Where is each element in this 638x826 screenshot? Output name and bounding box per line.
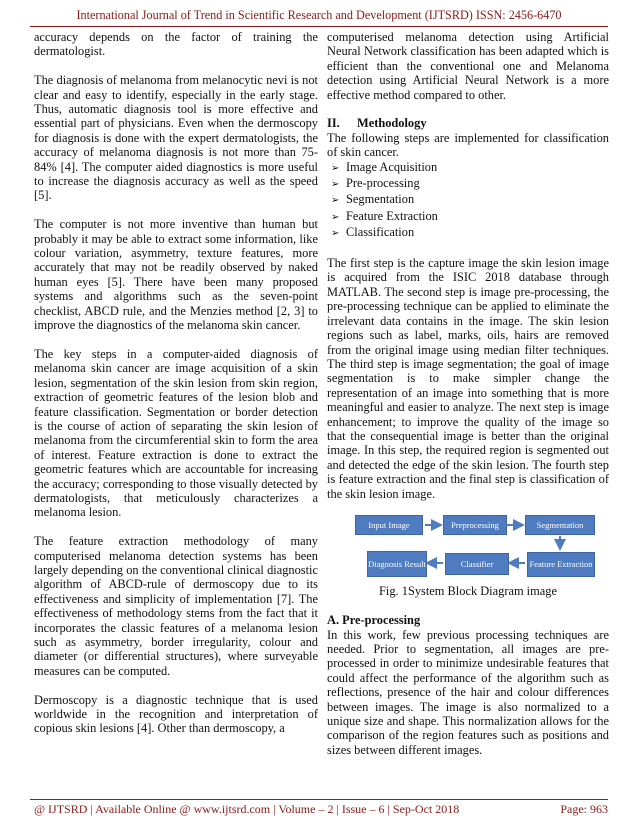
paragraph: The computer is not more inventive than human but probably it may be able to extract some information, like colour variation, asymmetry, texture features, more accurately that may not be readily observed by naked human eyes [5]. There have been many proposed systems and algorithms such as the seven-point checklist, ABCD rule, and the Menzies method [2, 3] to improve the diagnostics of the melanoma skin cancer. bbox=[34, 217, 318, 333]
box-feature-extraction: Feature Extraction bbox=[527, 552, 595, 577]
footer bbox=[34, 802, 608, 817]
footer-info: @ IJTSRD | Available Online @ www.ijtsrd.com | Volume – 2 | Issue – 6 | Sep-Oct 2018 bbox=[34, 802, 460, 816]
right-column bbox=[327, 30, 609, 772]
arrow-bullet-icon: ➢ bbox=[331, 162, 340, 174]
subsection-heading: A. Pre-processing bbox=[327, 613, 421, 628]
box-segmentation: Segmentation bbox=[525, 515, 595, 535]
section-title: Methodology bbox=[357, 116, 427, 131]
list-item: ➢ Feature Extraction bbox=[331, 209, 609, 225]
page-number: Page: 963 bbox=[560, 802, 608, 816]
box-diagnosis-result: Diagnosis Result bbox=[367, 551, 427, 577]
paragraph: In this work, few previous processing techniques are needed. Prior to segmentation, all images are pre-processed in order to minimize undesirable features that could affect the performance of the algorithm such as reflections, presence of the hair and colour differences between images. The image is also normalized to a unique size and shape. This normalization allows for the comparison of the region features such as positions and sizes between different images. bbox=[327, 627, 609, 757]
paragraph: computerised melanoma detection using Artificial Neural Network classification has been adapted which is efficient than the conventional one and Melanoma detection using Artificial Neural Network is a more effective method compared to other. bbox=[327, 30, 609, 102]
system-block-diagram bbox=[355, 515, 595, 581]
paragraph: The first step is the capture image the skin lesion image is acquired from the ISIC 2018 database through MATLAB. The second step is image pre-processing, the pre-processing technique can be applied to eliminate the irrelevant data contains in the image. The skin lesion regions such as label, marks, oils, hairs are removed from the original image using median filter techniques. The third step is image segmentation; the goal of image segmentation is to make simpler change the representation of an image into something that is more meaningful and easier to analyze. The next step is image enhancement; to improve the quality of the image so that the consequential image is better than the original image. In this step, the required region is segmented out and detected the edge of the skin lesion. The fourth step is feature extraction and the final step is classification of the skin lesion image. bbox=[327, 256, 609, 501]
box-input-image: Input Image bbox=[355, 515, 423, 535]
arrow-bullet-icon: ➢ bbox=[331, 179, 340, 191]
list-item: ➢ Segmentation bbox=[331, 192, 609, 208]
arrow-bullet-icon: ➢ bbox=[331, 211, 340, 223]
paragraph: The following steps are implemented for classification of skin cancer. bbox=[327, 130, 609, 160]
steps-list bbox=[327, 160, 609, 242]
left-column bbox=[34, 30, 318, 750]
list-item: ➢ Classification bbox=[331, 225, 609, 241]
footer-rule bbox=[30, 799, 608, 800]
arrow-bullet-icon: ➢ bbox=[331, 195, 340, 207]
section-number: II. bbox=[327, 116, 340, 131]
paragraph: The feature extraction methodology of many computerised melanoma detection systems has been largely depending on the conventional clinical diagnostic algorithm of ABCD-rule of dermoscopy due to its effectiveness and simplicity of implementation [7]. The effectiveness of methodology stems from the fact that it incorporates the classic features of a melanoma lesion such as asymmetry, border irregularity, colour and diameter (or differential structures), where surveyable measures can be computed. bbox=[34, 534, 318, 678]
journal-header: International Journal of Trend in Scientific Research and Development (IJTSRD) ISSN: 2456-6470 bbox=[76, 8, 562, 22]
list-item: ➢ Image Acquisition bbox=[331, 160, 609, 176]
box-classifier: Classifier bbox=[445, 553, 509, 575]
paragraph: Dermoscopy is a diagnostic technique that is used worldwide in the recognition and interpretation of copious skin lesions [4]. Other than dermoscopy, a bbox=[34, 692, 318, 736]
list-item: ➢ Pre-processing bbox=[331, 176, 609, 192]
box-preprocessing: Preprocessing bbox=[443, 515, 507, 535]
paragraph: The key steps in a computer-aided diagnosis of melanoma skin cancer are image acquisition of a skin lesion, segmentation of the skin lesion from skin region, extraction of geometric features of the lesion blob and feature classification. Segmentation or border detection is the course of action of separating the skin lesion of melanoma from the circumferential skin to form the area of interest. Feature extraction is done to extract the geometric features which are accountable for increasing the accuracy; corresponding to those visually detected by dermatologists, that meticulously characterizes a melanoma lesion. bbox=[34, 346, 318, 520]
paragraph: The diagnosis of melanoma from melanocytic nevi is not clear and easy to identify, especially in the early stage. Thus, automatic diagnosis tool is more effective and essential part of physicians. Even when the dermoscopy for diagnosis is done with the expert dermatologists, the accuracy of melanoma diagnosis is not more than 75-84% [4]. The computer aided diagnostics is more useful to increase the diagnosis accuracy as well as the speed [5]. bbox=[34, 73, 318, 203]
section-heading bbox=[327, 116, 609, 130]
arrow-bullet-icon: ➢ bbox=[331, 228, 340, 240]
header-rule bbox=[30, 26, 608, 27]
paragraph: accuracy depends on the factor of training the dermatologist. bbox=[34, 30, 318, 59]
figure-caption: Fig. 1System Block Diagram image bbox=[379, 584, 557, 599]
